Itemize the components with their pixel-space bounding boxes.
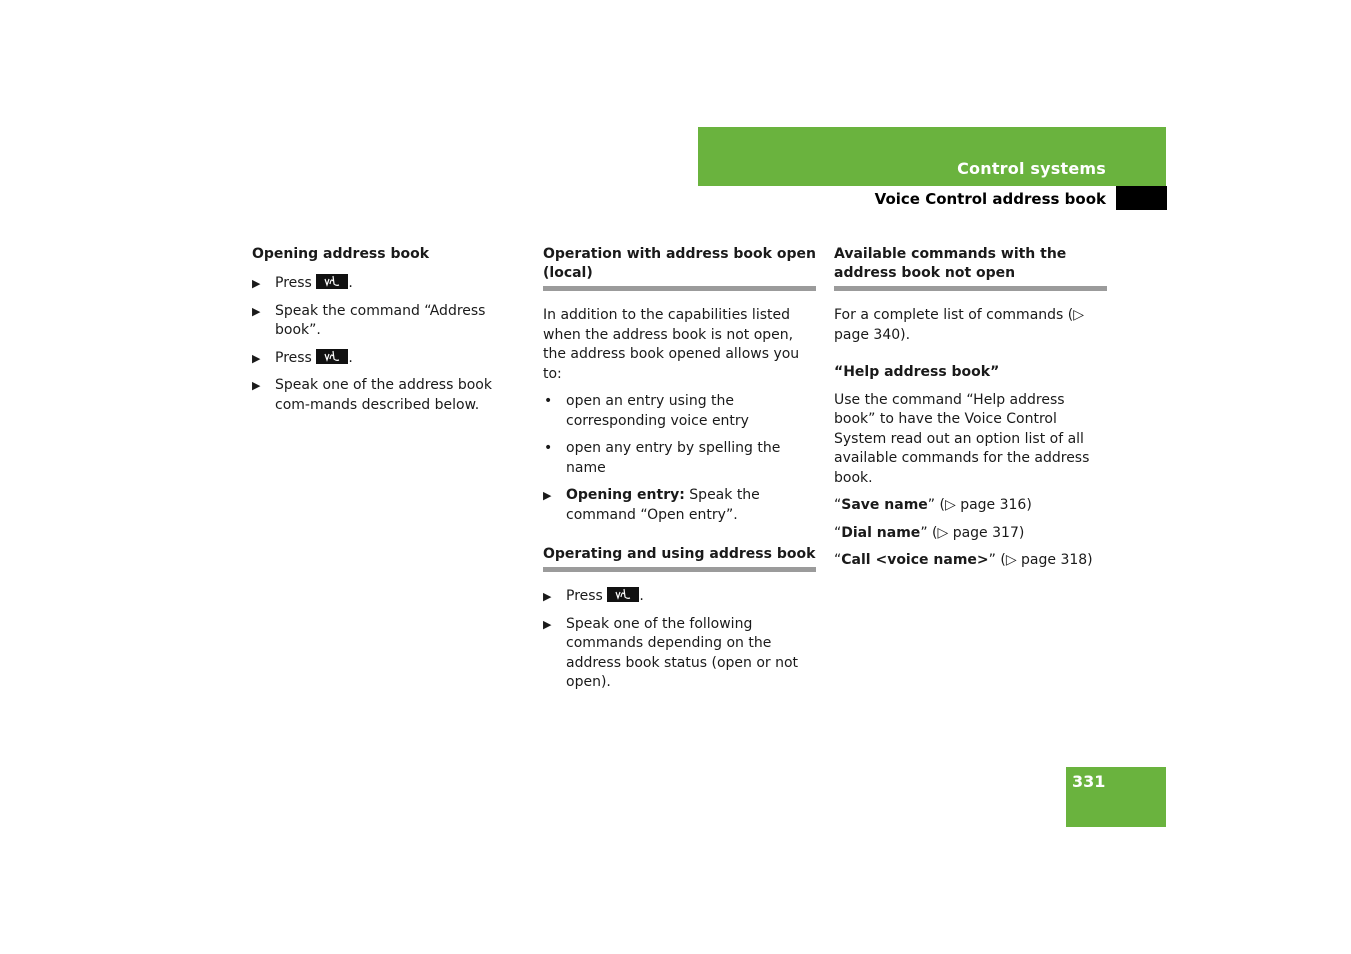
step-text: Speak the command “Address book”. [275, 302, 486, 338]
triangle-right-icon: ▶ [252, 304, 261, 318]
bullet-icon: • [544, 393, 553, 409]
step-text: Speak one of the following commands depending on the address book status (open or not open). [566, 615, 799, 690]
step-text: Press [275, 349, 312, 366]
command-dial-name: “Dial name” (▷ page 317) [834, 524, 1025, 541]
step-text: Press [275, 275, 312, 291]
column-available-commands [834, 245, 1107, 579]
opening-entry-label: Opening entry: [566, 487, 685, 503]
triangle-right-icon: ▶ [252, 379, 261, 392]
heading-operation-open: Operation with address book open (local) [543, 246, 816, 281]
command-label: Save name [841, 497, 928, 513]
command-save-name: “Save name” (▷ page 316) [834, 497, 1032, 513]
page-number: 331 [1072, 772, 1106, 791]
page-number-box [1066, 767, 1166, 827]
command-label: Call <voice name> [841, 552, 989, 568]
voice-control-key-icon [607, 587, 639, 602]
help-address-book-text: Use the command “Help address book” to have the Voice Control System read out an option list of all available commands for the address book. [834, 391, 1090, 486]
heading-rule [834, 286, 1107, 291]
triangle-right-icon: ▶ [543, 617, 552, 631]
step-text-end: . [348, 275, 353, 291]
bullet-open-spelling [543, 439, 816, 478]
bullet-icon: • [544, 440, 553, 456]
subsection-title: Voice Control address book [874, 190, 1106, 208]
bullet-open-voice-entry [543, 392, 816, 431]
voice-control-key-icon [316, 349, 348, 364]
heading-available-commands: Available commands with the address book not open [834, 246, 1067, 281]
command-call-voice-name: “Call <voice name>” (▷ page 318) [834, 552, 1093, 568]
step-speak-commands [252, 376, 524, 415]
step-press-1 [252, 274, 524, 294]
column-opening-address-book [252, 245, 524, 423]
step-text: Press [566, 588, 603, 604]
step-text: Speak one of the address book com-mands described below. [275, 377, 492, 413]
intro-text: In addition to the capabilities listed when the address book is not open, the address book opened allows you to: [543, 307, 800, 382]
heading-rule [543, 286, 816, 291]
column-operation-address-book-open [543, 245, 816, 701]
page-reference: (▷ page 318) [995, 552, 1093, 568]
bullet-text: open an entry using the corresponding voice entry [566, 393, 749, 429]
voice-control-key-icon [316, 274, 348, 289]
heading-opening-address-book: Opening address book [252, 246, 430, 262]
page-reference: (▷ page 316) [935, 497, 1032, 513]
page-reference: (▷ page 317) [927, 524, 1025, 541]
step-opening-entry [543, 486, 816, 525]
step-speak-following [543, 615, 816, 693]
heading-operating-using: Operating and using address book [543, 546, 816, 562]
step-speak-address-book [252, 302, 524, 341]
command-label: Dial name [841, 524, 921, 541]
header-tab-marker [1116, 186, 1167, 210]
step-press-3 [543, 587, 816, 607]
section-title: Control systems [957, 159, 1106, 178]
step-text-end: . [348, 349, 353, 366]
step-press-2 [252, 349, 524, 369]
triangle-right-icon: ▶ [252, 277, 261, 290]
step-text-end: . [639, 588, 644, 604]
bullet-text: open any entry by spelling the name [566, 440, 781, 476]
triangle-right-icon: ▶ [543, 590, 552, 603]
help-address-book-heading: “Help address book” [834, 364, 1000, 380]
intro-text: For a complete list of commands (▷ page 340). [834, 307, 1085, 343]
triangle-right-icon: ▶ [543, 489, 552, 502]
opening-entry-text: Speak the command “Open entry”. [566, 487, 760, 523]
heading-rule [543, 567, 816, 572]
triangle-right-icon: ▶ [252, 351, 261, 365]
